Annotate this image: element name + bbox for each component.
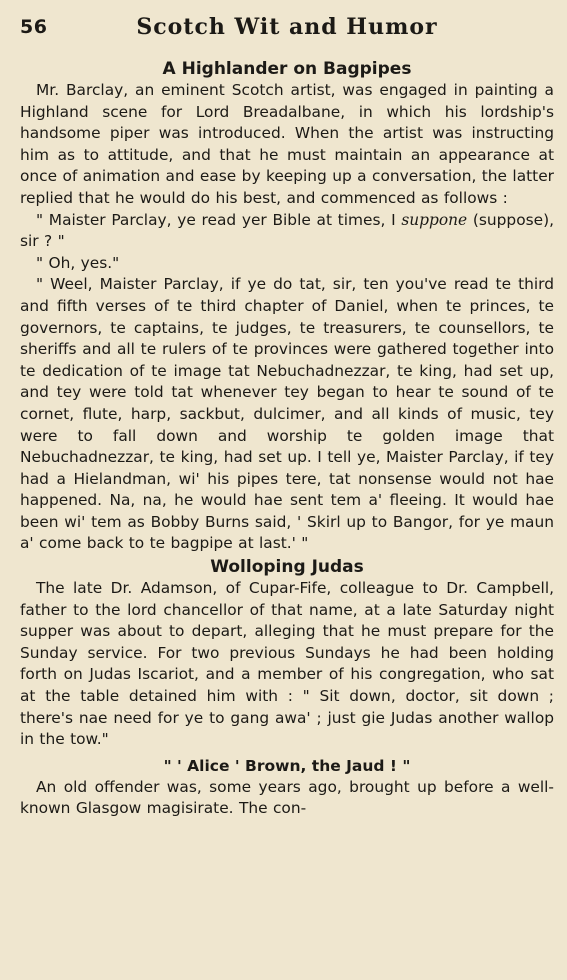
paragraph-dialogue: " Weel, Maister Parclay, if ye do tat, sir, ten you've read te third and fifth verses of te third chapter of Daniel, when te princes, te governors, te captains, te judges, te treasurers, te counsellors, te sheriffs and all te rulers of te provinces were gathered together into te dedication of te image tat Nebuchadnezzar, te king, had set up, and tey were told tat whenever tey began to hear te sound of te cornet, flute, harp, sackbut, dulcimer, and all kinds of music, tey were to fall down and worship te golden image that Nebuchadnezzar, te king, had set up. I tell ye, Maister Parclay, if tey had a Hielandman, wi' his pipes tere, tat nonsense would not hae happened. Na, na, he would hae sent tem a' fleeing. It would hae been wi' tem as Bobby Burns said, ' Skirl up to Bangor, for ye maun a' come back to te bagpipe at last.' " <box>20 275 554 553</box>
paragraph: The late Dr. Adamson, of Cupar-Fife, colleague to Dr. Campbell, father to the lord chancellor of that name, at a late Saturday night supper was about to depart, alleging that he must prepare for the Sunday service. For two previous Sundays he had been holding forth on Judas Iscariot, and a member of his congregation, who sat at the table detained him with : " Sit down, doctor, sit down ; there's nae need for ye to gang awa' ; just gie Judas another wallop in the tow." <box>20 579 554 749</box>
page-number: 56 <box>20 16 48 38</box>
paragraph-dialogue <box>20 210 554 253</box>
section-heading-wolloping-judas: Wolloping Judas <box>210 557 364 578</box>
paragraph-dialogue: " Oh, yes." <box>36 253 120 272</box>
section-heading-highlander: A Highlander on Bagpipes <box>162 59 412 79</box>
section-heading-alice-brown: " ' Alice ' Brown, the Jaud ! " <box>163 756 411 775</box>
paragraph: Mr. Barclay, an eminent Scotch artist, was engaged in painting a Highland scene for Lord Breadalbane, in which his lordship's handsome piper was introduced. When the artist was instructing him as to attitude, and that he must maintain an appearance at once of animation and ease by keeping up a conversation, the latter replied that he would do his best, and commenced as follows : <box>20 81 554 207</box>
running-head <box>20 14 554 44</box>
dialogue-text: " Maister Parclay, ye read yer Bible at times, I <box>36 210 396 229</box>
italic-word: suppone <box>401 210 468 229</box>
paragraph: An old offender was, some years ago, brought up before a well-known Glasgow magisirate. The con- <box>20 777 554 818</box>
dialogue-text: (suppose), sir ? " <box>20 210 554 251</box>
running-title: Scotch Wit and Humor <box>136 14 438 40</box>
